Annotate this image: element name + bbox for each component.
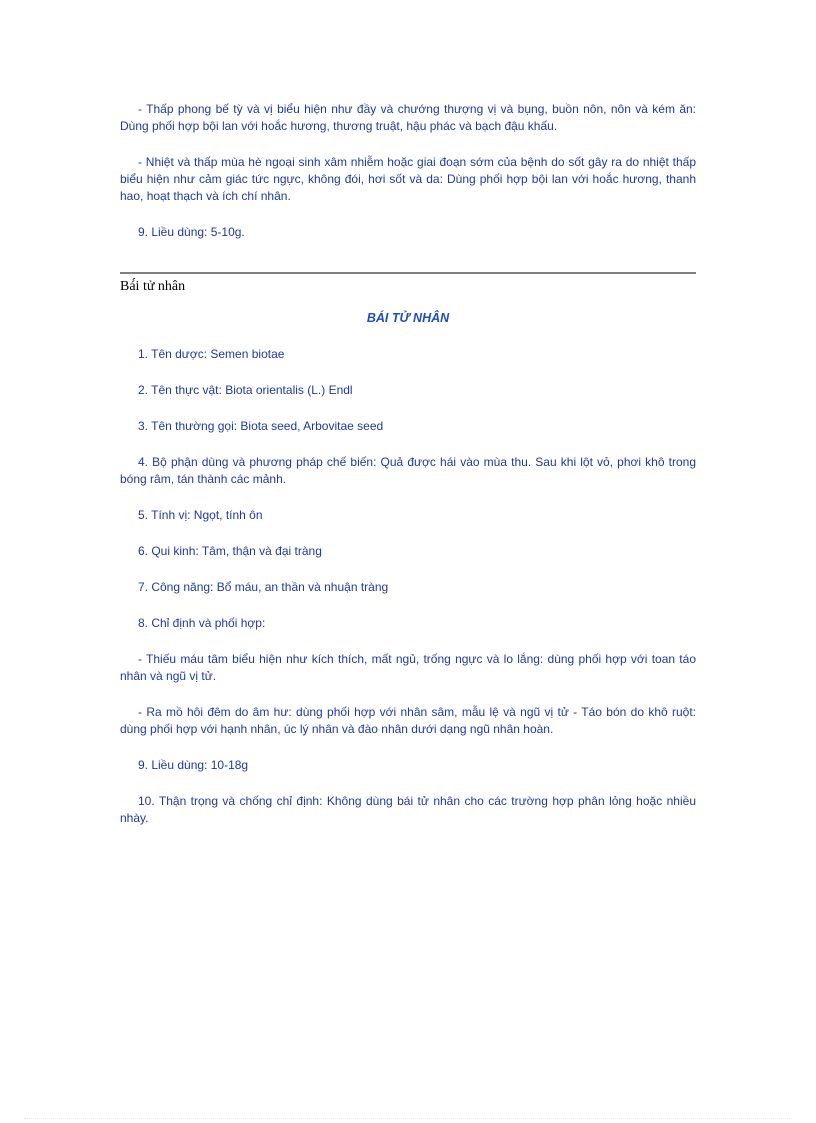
document-page <box>120 101 696 846</box>
paragraph-than-trong: 10. Thận trọng và chống chỉ định: Không dùng bái tử nhân cho các trường hợp phân lỏng hoặc nhiều nhày. <box>120 794 696 825</box>
paragraph-nhiet-thap: - Nhiệt và thấp mùa hè ngoại sinh xâm nhiễm hoặc giai đoạn sớm của bệnh do sốt gây ra do nhiệt thấp biểu hiện như cảm giác tức ngực, không đói, hơi sốt và da: Dùng phối hợp bội lan với hoắc hương, thanh hao, hoạt thạch và ích chí nhân. <box>120 155 696 203</box>
paragraph-chi-dinh: 8. Chỉ định và phối hợp: <box>138 616 266 630</box>
paragraph-bo-phan-dung: 4. Bộ phận dùng và phương pháp chế biến: Quả được hái vào mùa thu. Sau khi lột vỏ, phơi khô trong bóng râm, tán thành các mảnh. <box>120 455 696 486</box>
paragraph-lieu-dung: 9. Liều dùng: 10-18g <box>138 758 249 772</box>
paragraph-ten-thuong-goi: 3. Tên thường gọi: Biota seed, Arbovitae seed <box>138 419 384 433</box>
paragraph-cong-nang: 7. Công năng: Bổ máu, an thần và nhuận tràng <box>138 580 389 594</box>
paragraph-ten-thuc-vat: 2. Tên thực vật: Biota orientalis (L.) Endl <box>138 383 353 397</box>
section-title: BÁI TỬ NHÂN <box>366 311 450 325</box>
paragraph-qui-kinh: 6. Qui kinh: Tâm, thận và đại tràng <box>138 544 322 558</box>
paragraph-ten-duoc: 1. Tên dược: Semen biotae <box>138 347 285 361</box>
paragraph-thieu-mau-tam: - Thiếu máu tâm biểu hiện như kích thích, mất ngủ, trống ngực và lo lắng: dùng phối hợp với toan táo nhân và ngũ vị tử. <box>120 652 696 683</box>
paragraph-thap-phong: - Thấp phong bế tỳ và vị biểu hiện như đầy và chướng thượng vị và bụng, buồn nôn, nôn và kém ăn: Dùng phối hợp bội lan với hoắc hương, thương truật, hậu phác và bạch đậu khấu. <box>120 102 696 133</box>
section-divider <box>120 272 696 274</box>
section-label: Bá́i tử nhân <box>120 279 186 294</box>
paragraph-ra-mo-hoi: - Ra mồ hôi đêm do âm hư: dùng phối hợp với nhân sâm, mẫu lệ và ngũ vị tử - Táo bón do khô ruột: dùng phối hợp với hạnh nhân, úc lý nhân và đào nhân dưới dạng ngũ nhân hoàn. <box>120 705 696 736</box>
paragraph-tinh-vi: 5. Tính vị: Ngọt, tính ôn <box>138 508 263 522</box>
paragraph-lieu-dung-boi-lan: 9. Liều dùng: 5-10g. <box>138 225 245 239</box>
page-bottom-border <box>24 1118 792 1119</box>
